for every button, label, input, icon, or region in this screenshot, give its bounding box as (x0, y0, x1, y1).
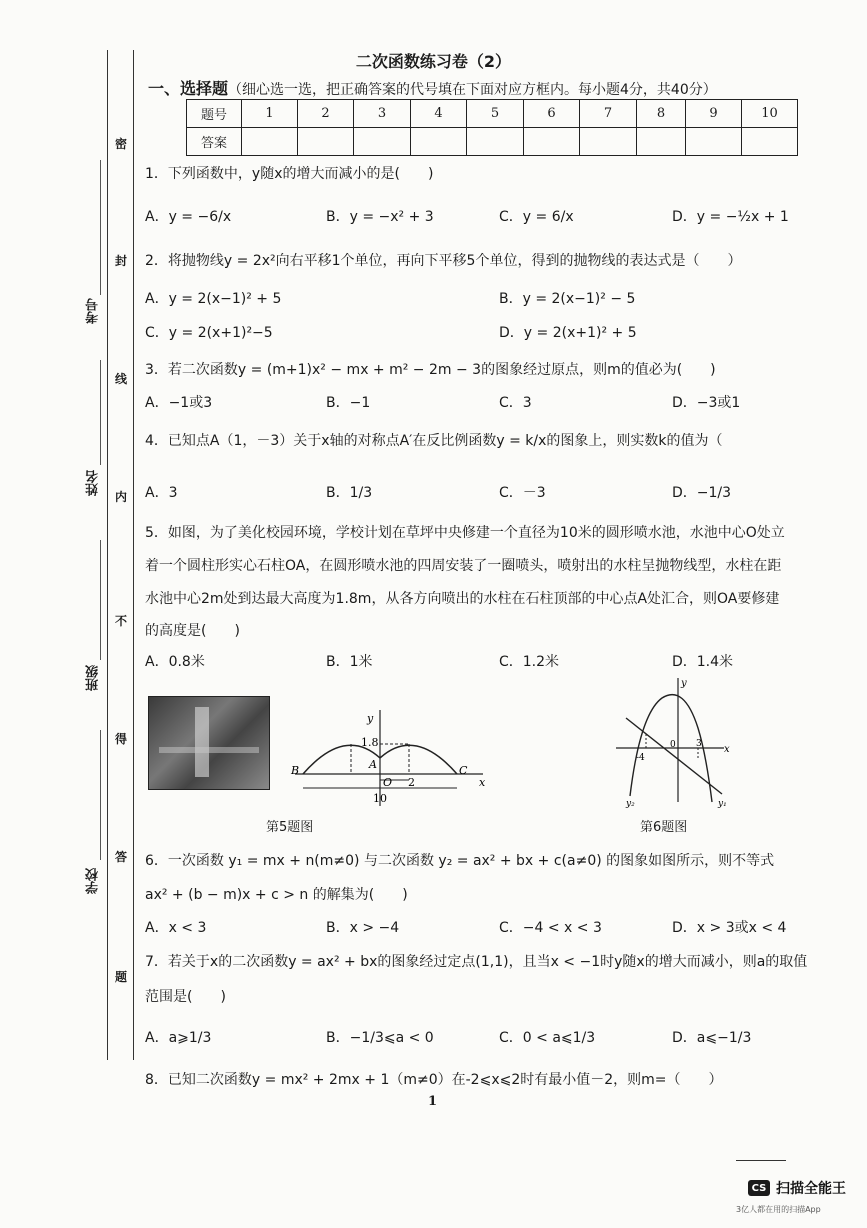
q1-option-c: C．y = 6/x (499, 209, 574, 225)
question-3-stem: 3．若二次函数y = (m+1)x² − mx + m² − 2m − 3的图象经过原点，则m的值必为( ) (145, 362, 716, 378)
fig5-label-y: y (367, 712, 374, 725)
fig5-right-parabola (380, 745, 457, 774)
binding-char-da: 答 (115, 850, 128, 864)
question-5-line-1: 5．如图，为了美化校园环境，学校计划在草坪中央修建一个直径为10米的圆形喷水池，水池中心O处立 (145, 525, 785, 541)
question-7-line-2: 范围是( ) (145, 989, 226, 1005)
answer-table-number: 10 (742, 100, 798, 128)
q7-option-b: B．−1/3⩽a < 0 (326, 1030, 434, 1046)
cs-logo-icon: CS (748, 1180, 770, 1196)
fig6-label-x: x (724, 744, 730, 755)
answer-table (186, 99, 798, 156)
answer-cell[interactable] (742, 128, 798, 156)
figure-5-caption: 第5题图 (266, 820, 314, 835)
q3-option-b: B．−1 (326, 395, 371, 411)
binding-char-bu: 不 (115, 614, 128, 628)
q6-option-a: A．x < 3 (145, 920, 207, 936)
q7-option-a: A．a⩾1/3 (145, 1030, 212, 1046)
answer-cell[interactable] (242, 128, 298, 156)
question-8-stem: 8．已知二次函数y = mx² + 2mx + 1（m≠0）在-2⩽x⩽2时有最小值－2，则m=（ ） (145, 1072, 723, 1088)
question-7-line-1: 7．若关于x的二次函数y = ax² + bx的图象经过定点(1,1)，且当x < −1时y随x的增大而减小，则a的取值 (145, 954, 808, 970)
q3-option-a: A．−1或3 (145, 395, 213, 411)
binding-char-de: 得 (115, 732, 128, 746)
section-note: （细心选一选，把正确答案的代号填在下面对应方框内。每小题4分，共40分） (228, 82, 717, 98)
app-tagline: 3亿人都在用的扫描App (736, 1205, 821, 1214)
fountain-photo (148, 696, 270, 790)
fig6-label-minus-4: -4 (636, 753, 645, 763)
q6-option-c: C．−4 < x < 3 (499, 920, 602, 936)
fig5-label-c: C (459, 764, 468, 777)
answer-table-header-row (187, 100, 798, 128)
answer-table-label-answer: 答案 (187, 128, 242, 156)
question-5-line-2: 着一个圆柱形实心石柱OA，在圆形喷水池的四周安装了一圈喷头，喷射出的水柱呈抛物线型，水柱在距 (145, 558, 782, 574)
q2-option-a: A．y = 2(x−1)² + 5 (145, 291, 282, 307)
label-student-id: 考号 (86, 298, 101, 324)
q2-option-d: D．y = 2(x+1)² + 5 (499, 325, 637, 341)
q1-option-b: B．y = −x² + 3 (326, 209, 434, 225)
section-title: 一、选择题 (148, 79, 229, 98)
answer-cell[interactable] (354, 128, 411, 156)
figure-6-caption: 第6题图 (640, 820, 688, 835)
fig6-label-y2: y₂ (626, 799, 635, 808)
name-field[interactable] (100, 360, 101, 465)
q5-option-a: A．0.8米 (145, 654, 205, 670)
answer-table-number: 3 (354, 100, 411, 128)
scanner-watermark (748, 1178, 846, 1198)
fig6-label-origin: 0 (670, 740, 676, 750)
q3-option-c: C．3 (499, 395, 532, 411)
answer-table-label-number: 题号 (187, 100, 242, 128)
fig5-label-b: B (291, 764, 300, 777)
page-title: 二次函数练习卷（2） (355, 52, 512, 71)
fig6-label-y: y (681, 678, 687, 689)
q5-option-c: C．1.2米 (499, 654, 560, 670)
question-2-stem: 2．将抛物线y = 2x²向右平移1个单位，再向下平移5个单位，得到的抛物线的表达式是（ ） (145, 253, 742, 269)
binding-char-feng: 封 (115, 254, 128, 268)
fig5-label-height: 1.8 (361, 736, 379, 749)
question-1-stem: 1．下列函数中，y随x的增大而减小的是( ) (145, 166, 434, 182)
app-name: 扫描全能王 (776, 1181, 846, 1197)
fig5-label-o: O (383, 776, 393, 789)
answer-table-number: 7 (580, 100, 637, 128)
answer-cell[interactable] (298, 128, 354, 156)
binding-char-nei: 内 (115, 490, 128, 504)
q6-option-d: D．x > 3或x < 4 (672, 920, 787, 936)
question-4-stem: 4．已知点A（1，－3）关于x轴的对称点A′在反比例函数y = k/x的图象上，则实数k的值为（ (145, 433, 723, 449)
fig5-label-x: x (479, 776, 486, 789)
answer-table-number: 4 (411, 100, 467, 128)
question-6-line-1: 6．一次函数 y₁ = mx + n(m≠0) 与二次函数 y₂ = ax² + bx + c(a≠0) 的图象如图所示，则不等式 (145, 853, 775, 869)
answer-table-number: 2 (298, 100, 354, 128)
binding-line-outer (107, 50, 108, 1060)
q2-option-b: B．y = 2(x−1)² − 5 (499, 291, 636, 307)
answer-table-number: 6 (524, 100, 580, 128)
q4-option-d: D．−1/3 (672, 485, 732, 501)
fig6-label-y1: y₁ (718, 799, 727, 808)
school-field[interactable] (100, 730, 101, 860)
answer-table-number: 5 (467, 100, 524, 128)
question-6-line-2: ax² + (b − m)x + c > n 的解集为( ) (145, 887, 408, 903)
q6-option-b: B．x > −4 (326, 920, 400, 936)
label-name: 姓名 (86, 470, 101, 496)
q4-option-a: A．3 (145, 485, 178, 501)
q5-option-d: D．1.4米 (672, 654, 734, 670)
fig6-label-3: 3 (696, 739, 702, 749)
answer-table-number: 8 (637, 100, 686, 128)
page-number: 1 (428, 1094, 438, 1109)
question-5-line-3: 水池中心2m处到达最大高度为1.8m，从各方向喷出的水柱在石柱顶部的中心点A处汇合，则OA要修建 (145, 591, 780, 607)
answer-cell[interactable] (686, 128, 742, 156)
answer-cell[interactable] (524, 128, 580, 156)
binding-line-inner (133, 50, 134, 1060)
section-heading (148, 76, 717, 99)
binding-char-ti: 题 (115, 970, 128, 984)
student-id-field[interactable] (100, 160, 101, 295)
answer-cell[interactable] (467, 128, 524, 156)
question-5-line-4: 的高度是( ) (145, 623, 240, 639)
q4-option-c: C．－3 (499, 485, 546, 501)
binding-char-mi: 密 (115, 137, 128, 151)
label-school: 学校 (86, 868, 101, 894)
q4-option-b: B．1/3 (326, 485, 373, 501)
q1-option-a: A．y = −6/x (145, 209, 232, 225)
label-class: 班级 (86, 665, 101, 691)
q1-option-d: D．y = −½x + 1 (672, 209, 789, 225)
answer-table-number: 1 (242, 100, 298, 128)
q5-option-b: B．1米 (326, 654, 373, 670)
answer-table-answer-row (187, 128, 798, 156)
fig5-label-10: 10 (373, 792, 387, 805)
q3-option-d: D．−3或1 (672, 395, 741, 411)
binding-char-xian: 线 (115, 372, 128, 386)
class-field[interactable] (100, 540, 101, 660)
answer-cell[interactable] (411, 128, 467, 156)
q2-option-c: C．y = 2(x+1)²−5 (145, 325, 273, 341)
answer-cell[interactable] (580, 128, 637, 156)
figure-6-diagram (612, 674, 734, 808)
answer-table-number: 9 (686, 100, 742, 128)
q7-option-c: C．0 < a⩽1/3 (499, 1030, 596, 1046)
figure-5-diagram (285, 706, 495, 808)
fig5-label-a: A (369, 758, 377, 771)
q7-option-d: D．a⩽−1/3 (672, 1030, 752, 1046)
footer-rule (736, 1160, 786, 1161)
fig5-label-2: 2 (408, 776, 415, 789)
answer-cell[interactable] (637, 128, 686, 156)
